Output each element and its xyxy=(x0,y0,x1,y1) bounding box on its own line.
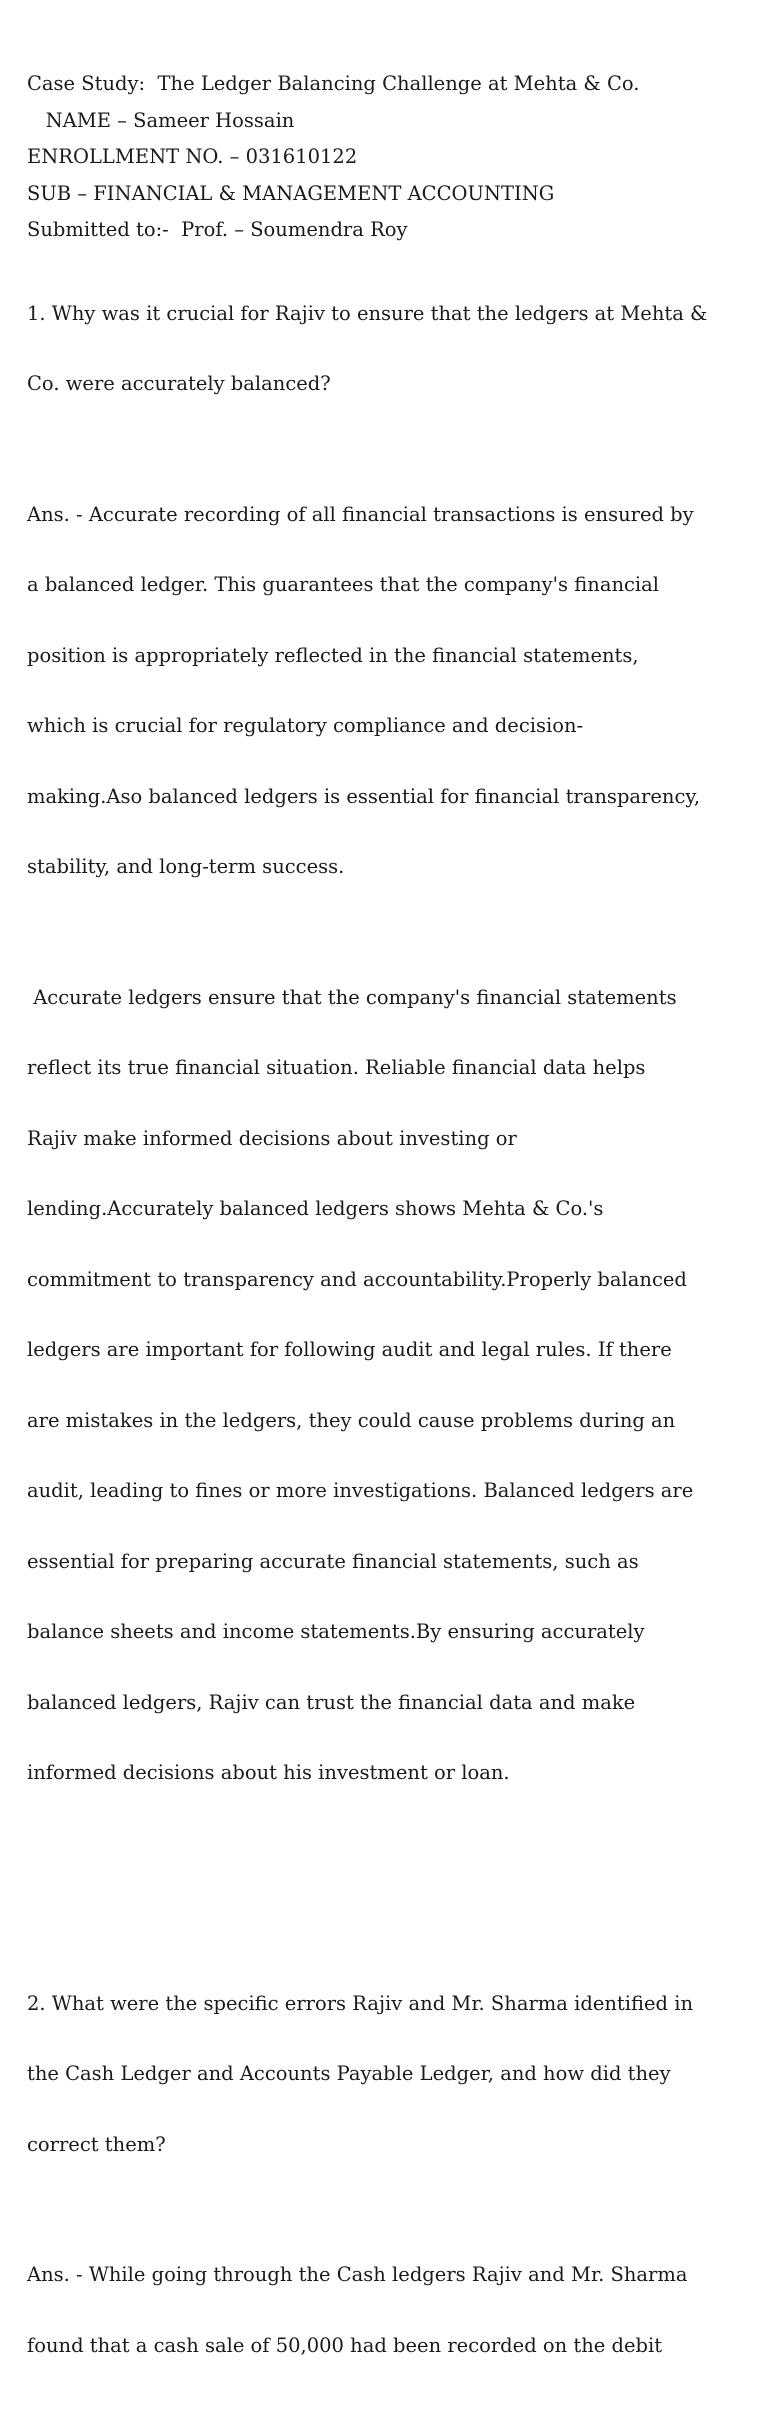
answer-line: making.Aso balanced ledgers is essential for financial transparency, xyxy=(27,784,701,808)
submitted-to: Submitted to:- Prof. – Soumendra Roy xyxy=(27,218,408,241)
question-1 xyxy=(27,255,727,443)
answer-2-paragraph xyxy=(27,2216,727,2404)
answer-line: lending.Accurately balanced ledgers shows Mehta & Co.'s xyxy=(27,1197,604,1220)
answer-line: Ans. - While going through the Cash ledgers Rajiv and Mr. Sharma xyxy=(27,2263,688,2286)
answer-line: which is crucial for regulatory compliance and decision- xyxy=(27,714,584,737)
answer-line: reflect its true financial situation. Reliable financial data helps xyxy=(27,1056,646,1079)
blank-space xyxy=(27,1845,727,1945)
question-2-line: correct them? xyxy=(27,2132,166,2156)
answer-line: essential for preparing accurate financial statements, such as xyxy=(27,1549,639,1573)
answer-line: are mistakes in the ledgers, they could cause problems during an xyxy=(27,1408,676,1432)
enrollment-number: ENROLLMENT NO. – 031610122 xyxy=(27,145,358,168)
answer-line: position is appropriately reflected in the financial statements, xyxy=(27,643,639,667)
student-name: NAME – Sameer Hossain xyxy=(27,108,295,132)
answer-line: audit, leading to fines or more investigations. Balanced ledgers are xyxy=(27,1479,694,1502)
answer-line: a balanced ledger. This guarantees that the company's financial xyxy=(27,573,660,596)
answer-line: balance sheets and income statements.By ensuring accurately xyxy=(27,1620,645,1643)
document-page xyxy=(27,72,727,2417)
answer-1-paragraph-2 xyxy=(27,939,727,1832)
question-2 xyxy=(27,1945,727,2204)
answer-line: stability, and long-term success. xyxy=(27,855,345,878)
answer-line: found that a cash sale of 50,000 had been recorded on the debit xyxy=(27,2333,663,2357)
question-1-line: Co. were accurately balanced? xyxy=(27,372,331,395)
subject-line: SUB – FINANCIAL & MANAGEMENT ACCOUNTING xyxy=(27,181,555,205)
answer-line: balanced ledgers, Rajiv can trust the financial data and make xyxy=(27,1690,636,1714)
answer-line: Accurate ledgers ensure that the company's financial statements xyxy=(27,985,677,1009)
answer-line: commitment to transparency and accountability.Properly balanced xyxy=(27,1267,687,1291)
question-2-line: the Cash Ledger and Accounts Payable Ledger, and how did they xyxy=(27,2062,671,2085)
document-title: Case Study: The Ledger Balancing Challenge at Mehta & Co. xyxy=(27,72,640,95)
answer-line: Rajiv make informed decisions about investing or xyxy=(27,1126,517,1150)
answer-1-paragraph-1 xyxy=(27,456,727,926)
question-2-line: 2. What were the specific errors Rajiv and Mr. Sharma identified in xyxy=(27,1991,694,2015)
answer-line: Ans. - Accurate recording of all financial transactions is ensured by xyxy=(27,502,694,526)
question-1-line: 1. Why was it crucial for Rajiv to ensure that the ledgers at Mehta & xyxy=(27,301,708,325)
answer-line: ledgers are important for following audit and legal rules. If there xyxy=(27,1338,672,1361)
answer-line: informed decisions about his investment or loan. xyxy=(27,1761,510,1784)
